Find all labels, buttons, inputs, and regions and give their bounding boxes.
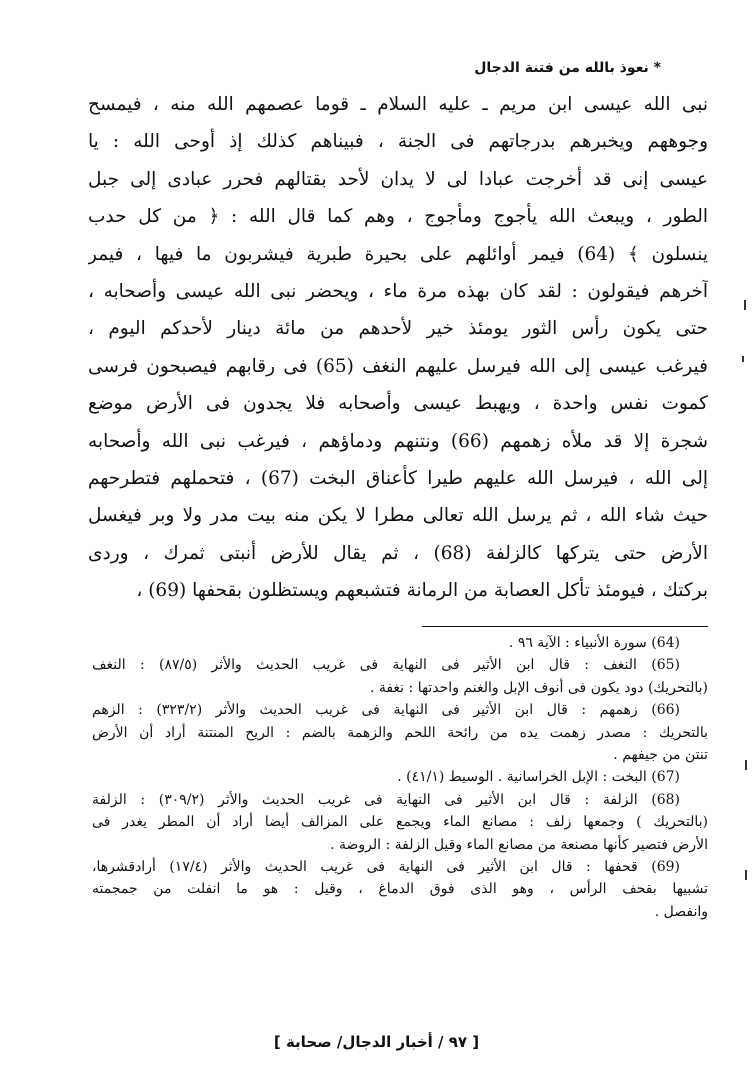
footnote-row: (69) قحفها : قال ابن الأثير فى النهاية فى غريب الحديث والأثر (١٧/٤) أرادقشرها، [92, 859, 680, 876]
text-line: إلى الله ، فيرسل الله عليهم طيرا كأعناق البخت (67) ، فتحملهم فتطرحهم [88, 467, 708, 489]
margin-tick-mark [744, 300, 746, 310]
margin-tick-mark [745, 760, 747, 770]
margin-tick-mark [742, 356, 744, 362]
margin-tick-mark [745, 870, 747, 880]
text-line: حتى يكون رأس الثور يومئذ خير لأحدهم من مائة دينار لأحدكم اليوم ، [88, 318, 708, 340]
text-line: حيث شاء الله ، ثم يرسل الله تعالى مطرا لا يكن منه بيت مدر ولا وبر فيغسل [88, 505, 708, 527]
footnote-row: (68) الزلفة : قال ابن الأثير فى النهاية فى غريب الحديث والأثر (٣٠٩/٢) : الزلفة [92, 791, 680, 808]
footnote-row: تشبيها بقحف الرأس ، وهو الذى فوق الدماغ ، وقيل : هو ما انفلت من جمجمته [92, 881, 708, 898]
footnote-row: (67) البخت : الإبل الخراسانية . الوسيط (٤١/١) . [397, 769, 680, 786]
footnote-67 [92, 766, 708, 788]
footnote-row: الأرض فتصير كأنها مصنعة من مصانع الماء وقيل الزلفة : الروضة . [330, 836, 708, 853]
text-line: الطور ، ويبعث الله يأجوج ومأجوج ، وهم كما قال الله : ﴿ من كل حدب [88, 206, 708, 228]
text-line: عيسى إنى قد أخرجت عبادا لى لا يدان لأحد بقتالهم فحرر عبادى إلى جبل [88, 168, 708, 190]
footnote-66 [92, 699, 708, 766]
text-line: ينسلون ﴾ (64) فيمر أوائلهم على بحيرة طبرية فيشربون ما فيها ، فيمر [88, 243, 708, 265]
text-line: الأرض حتى يتركها كالزلفة (68) ، ثم يقال للأرض أنبتى ثمرك ، وردى [88, 542, 708, 564]
text-line: شجرة إلا قد ملأه زهمهم (66) ونتنهم ودماؤهم ، فيرغب نبى الله وأصحابه [88, 430, 708, 452]
text-line: وجوههم ويخبرهم بدرجاتهم فى الجنة ، فبيناهم كذلك إذ أوحى الله : يا [88, 131, 708, 153]
footnote-row: وانفصل . [654, 903, 708, 920]
footnote-row: (بالتحريك ) وجمعها زلف : مصانع الماء ويجمع على المزالف أيضا أراد أن المطر يغدر فى [92, 814, 708, 831]
text-line: آخرهم فيقولون : لقد كان بهذه مرة ماء ، ويحضر نبى الله عيسى وأصحابه ، [88, 280, 708, 302]
footnote-row: بالتحريك : مصدر زهمت يده من رائحة اللحم والزهمة بالضم : الريح المنتنة أراد أن الأرض [92, 724, 708, 741]
footnotes [92, 632, 708, 923]
footnote-row: (65) النغف : قال ابن الأثير فى النهاية فى غريب الحديث والأثر (٨٧/٥) : النغف [92, 657, 680, 674]
page-footer: [ ٩٧ / أخبار الدجال/ صحابة ] [273, 1033, 480, 1051]
text-line: بركتك ، فيومئذ تأكل العصابة من الرمانة فتشبعهم ويستظلون بقحفها (69) ، [136, 580, 708, 602]
footnote-69 [92, 856, 708, 923]
text-line: فيرغب عيسى إلى الله فيرسل عليهم النغف (65) فى رقابهم فيصبحون فرسى [88, 355, 708, 377]
footnote-row: تنتن من جيفهم . [613, 747, 708, 764]
footnote-65 [92, 654, 708, 699]
footnote-row: (64) سورة الأنبياء : الآية ٩٦ . [508, 635, 680, 651]
footnote-row: (66) زهمهم : قال ابن الأثير فى النهاية فى غريب الحديث والأثر (٣٢٣/٢) : الزهم [92, 702, 680, 719]
text-line: نبى الله عيسى ابن مريم ـ عليه السلام ـ قوما عصمهم الله منه ، فيمسح [88, 94, 708, 115]
footnote-separator [422, 626, 708, 627]
footnote-row: (بالتحريك) دود يكون فى أنوف الإبل والغنم واحدتها : نغفة . [369, 679, 708, 696]
main-text [88, 86, 708, 609]
footnote-68 [92, 789, 708, 856]
footnote-64 [92, 632, 708, 654]
text-line: كموت نفس واحدة ، ويهبط عيسى وأصحابه فلا يجدون فى الأرض موضع [88, 393, 708, 415]
running-header: * نعوذ بالله من فتنة الدجال [474, 60, 661, 76]
